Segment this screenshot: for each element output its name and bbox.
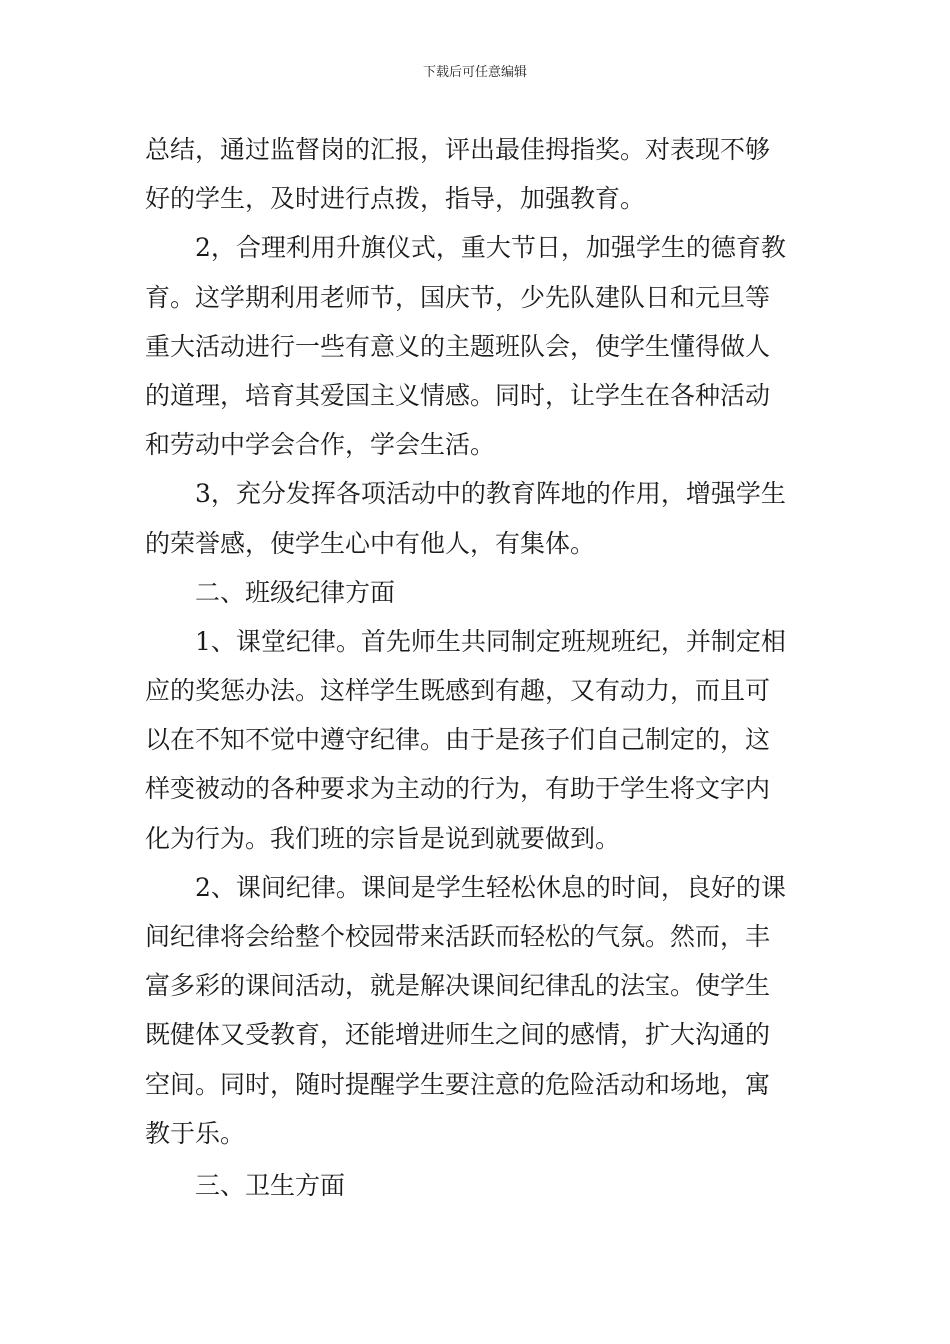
text-line: 以在不知不觉中遵守纪律。由于是孩子们自己制定的，这 [145, 725, 771, 755]
text-line: 空间。同时，随时提醒学生要注意的危险活动和场地，寓 [145, 1069, 771, 1099]
text-line: 的道理，培育其爱国主义情感。同时，让学生在各种活动 [145, 380, 771, 410]
text-line: 育。这学期利用老师节，国庆节，少先队建队日和元旦等 [145, 282, 771, 312]
text-line: 化为行为。我们班的宗旨是说到就要做到。 [145, 823, 621, 853]
page-header: 下载后可任意编辑 [422, 65, 527, 80]
paragraph-start: 2，合理利用升旗仪式，重大节日，加强学生的德育教 [195, 233, 786, 263]
text-line: 教于乐。 [145, 1118, 246, 1148]
paragraph-start: 3，充分发挥各项活动中的教育阵地的作用，增强学生 [195, 479, 786, 509]
text-line: 应的奖惩办法。这样学生既感到有趣，又有动力，而且可 [145, 676, 771, 706]
document-body [145, 125, 807, 1210]
text-line: 的荣誉感，使学生心中有他人，有集体。 [145, 528, 596, 558]
section-heading: 三、卫生方面 [195, 1170, 346, 1200]
section-heading: 二、班级纪律方面 [195, 577, 396, 607]
paragraph-start: 1、课堂纪律。首先师生共同制定班规班纪，并制定相 [195, 626, 786, 656]
text-line: 间纪律将会给整个校园带来活跃而轻松的气氛。然而，丰 [145, 922, 771, 951]
text-line: 好的学生，及时进行点拨，指导，加强教育。 [145, 184, 646, 214]
paragraph-start: 2、课间纪律。课间是学生轻松休息的时间，良好的课 [195, 872, 786, 902]
text-line: 既健体又受教育，还能增进师生之间的感情，扩大沟通的 [145, 1020, 771, 1050]
text-line: 和劳动中学会合作，学会生活。 [145, 430, 496, 460]
text-line: 总结，通过监督岗的汇报，评出最佳拇指奖。对表现不够 [145, 135, 771, 164]
text-line: 重大活动进行一些有意义的主题班队会，使学生懂得做人 [145, 331, 771, 361]
text-line: 富多彩的课间活动，就是解决课间纪律乱的法宝。使学生 [145, 971, 771, 1001]
text-line: 样变被动的各种要求为主动的行为，有助于学生将文字内 [145, 774, 771, 804]
